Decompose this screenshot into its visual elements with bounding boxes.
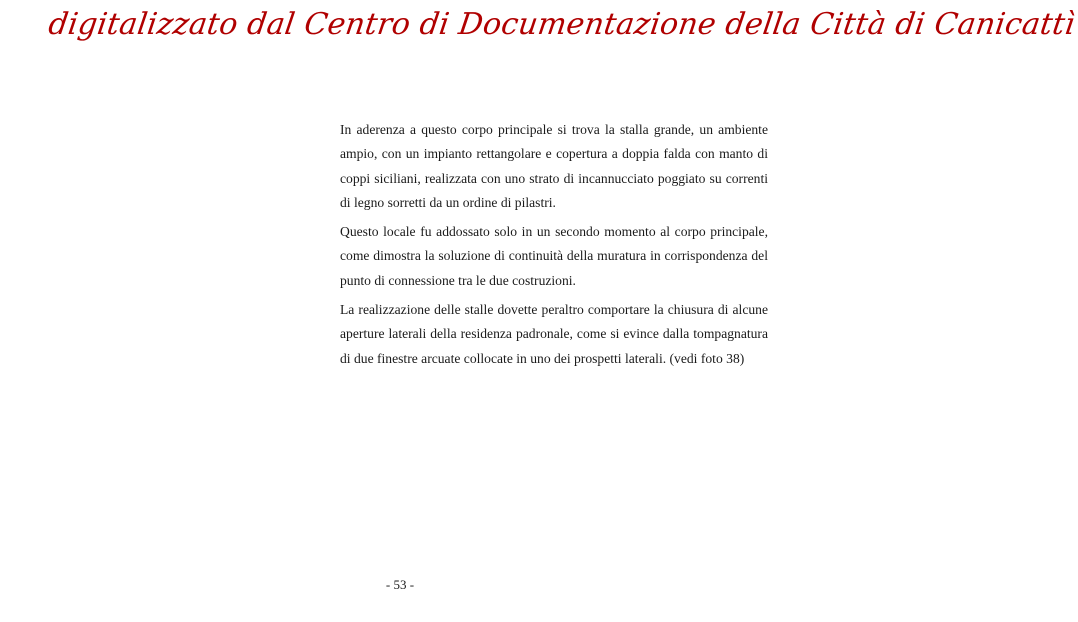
paragraph-realizzazione-stalle: La realizzazione delle stalle dovette peraltro comportare la chiusura di alcune aperture laterali della residenza padronale, come si evince dalla tompagnatura di due finestre arcuate collocate in uno dei prospetti laterali. (vedi foto 38) bbox=[340, 302, 768, 366]
page-number: - 53 - bbox=[385, 577, 415, 592]
document-body bbox=[340, 118, 768, 376]
paragraph-locale-addossato: Questo locale fu addossato solo in un secondo momento al corpo principale, come dimostra la soluzione di continuità della muratura in corrispondenza del punto di connessione tra le due costruzioni. bbox=[340, 224, 768, 288]
digitization-watermark: digitalizzato dal Centro di Documentazione della Città di Canicattì bbox=[46, 7, 1078, 42]
paragraph-stalla-grande: In aderenza a questo corpo principale si trova la stalla grande, un ambiente ampio, con un impianto rettangolare e copertura a doppia falda con manto di coppi siciliani, realizzata con uno strato di incannucciato poggiato su correnti di legno sorretti da un ordine di pilastri. bbox=[340, 122, 768, 210]
